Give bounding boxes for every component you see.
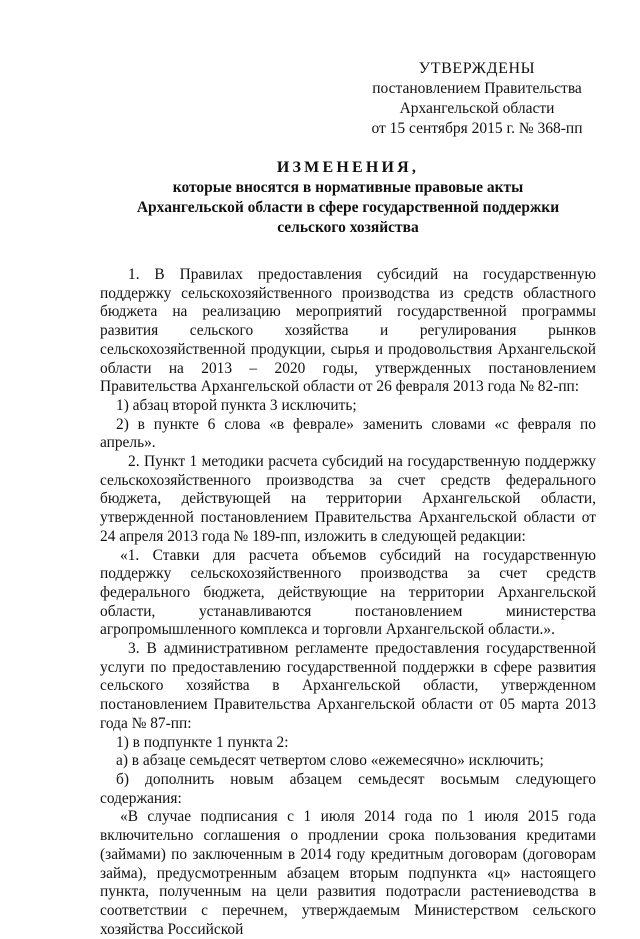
title-line-1: ИЗМЕНЕНИЯ, [276, 159, 420, 176]
approval-line-1: постановлением Правительства [372, 80, 582, 97]
title-line-4: сельского хозяйства [277, 219, 419, 236]
approval-heading: УТВЕРЖДЕНЫ [418, 60, 536, 77]
approval-line-3: от 15 сентября 2015 г. № 368-пп [371, 120, 583, 137]
paragraph-quote-1: «1. Ставки для расчета объемов субсидий на государственную поддержку сельскохозяйственного производства за счет средств федерального бюджета, действующие на территории Архангельской области, устанавливаются постановлением министерства агропромышленного комплекса и торговли Архангельской области.». [100, 546, 596, 639]
paragraph-subitem-1-2: 2) в пункте 6 слова «в феврале» заменить словами «с февраля по апрель». [100, 415, 596, 452]
paragraph-quote-2: «В случае подписания с 1 июля 2014 года по 1 июля 2015 года включительно соглашения о продлении срока пользования кредитами (займами) по заключенным в 2014 году кредитным договорам (договорам займа), предусмотренным абзацем вторым подпункта «ц» настоящего пункта, полученным на цели развития подотрасли растениеводства в соответствии с перечнем, утверждаемым Министерством сельского хозяйства Российской [100, 808, 596, 938]
paragraph-subitem-3-a: а) в абзаце семьдесят четвертом слово «ежемесячно» исключить; [116, 752, 544, 770]
approval-stamp-block [352, 59, 602, 139]
document-body [100, 266, 596, 939]
paragraph-subitem-1-1: 1) абзац второй пункта 3 исключить; [116, 396, 357, 414]
paragraph-item-1: 1. В Правилах предоставления субсидий на государственную поддержку сельскохозяйственного производства из средств областного бюджета на реализацию мероприятий государственной программы развития сельского хозяйства и регулирования рынков сельскохозяйственной продукции, сырья и продовольствия Архангельской области на 2013 – 2020 годы, утвержденных постановлением Правительства Архангельской области от 26 февраля 2013 года № 82-пп: [100, 266, 596, 396]
paragraph-subitem-3-b: б) дополнить новым абзацем семьдесят восьмым следующего содержания: [100, 770, 596, 807]
title-line-3: Архангельской области в сфере государственной поддержки [136, 199, 560, 216]
paragraph-item-3: 3. В административном регламенте предоставления государственной услуги по предоставлению государственной поддержки в сфере развития сельского хозяйства в Архангельской области, утвержденном постановлением Правительства Архангельской области от 05 марта 2013 года № 87-пп: [100, 640, 596, 732]
paragraph-item-2: 2. Пункт 1 методики расчета субсидий на государственную поддержку сельскохозяйственного производства за счет средств федерального бюджета, действующей на территории Архангельской области, утвержденной постановлением Правительства Архангельской области от 24 апреля 2013 года № 189-пп, изложить в следующей редакции: [100, 453, 596, 545]
approval-line-2: Архангельской области [399, 100, 555, 117]
paragraph-subitem-3-1: 1) в подпункте 1 пункта 2: [116, 733, 289, 751]
document-title [100, 158, 596, 238]
title-line-2: которые вносятся в нормативные правовые акты [172, 179, 524, 196]
